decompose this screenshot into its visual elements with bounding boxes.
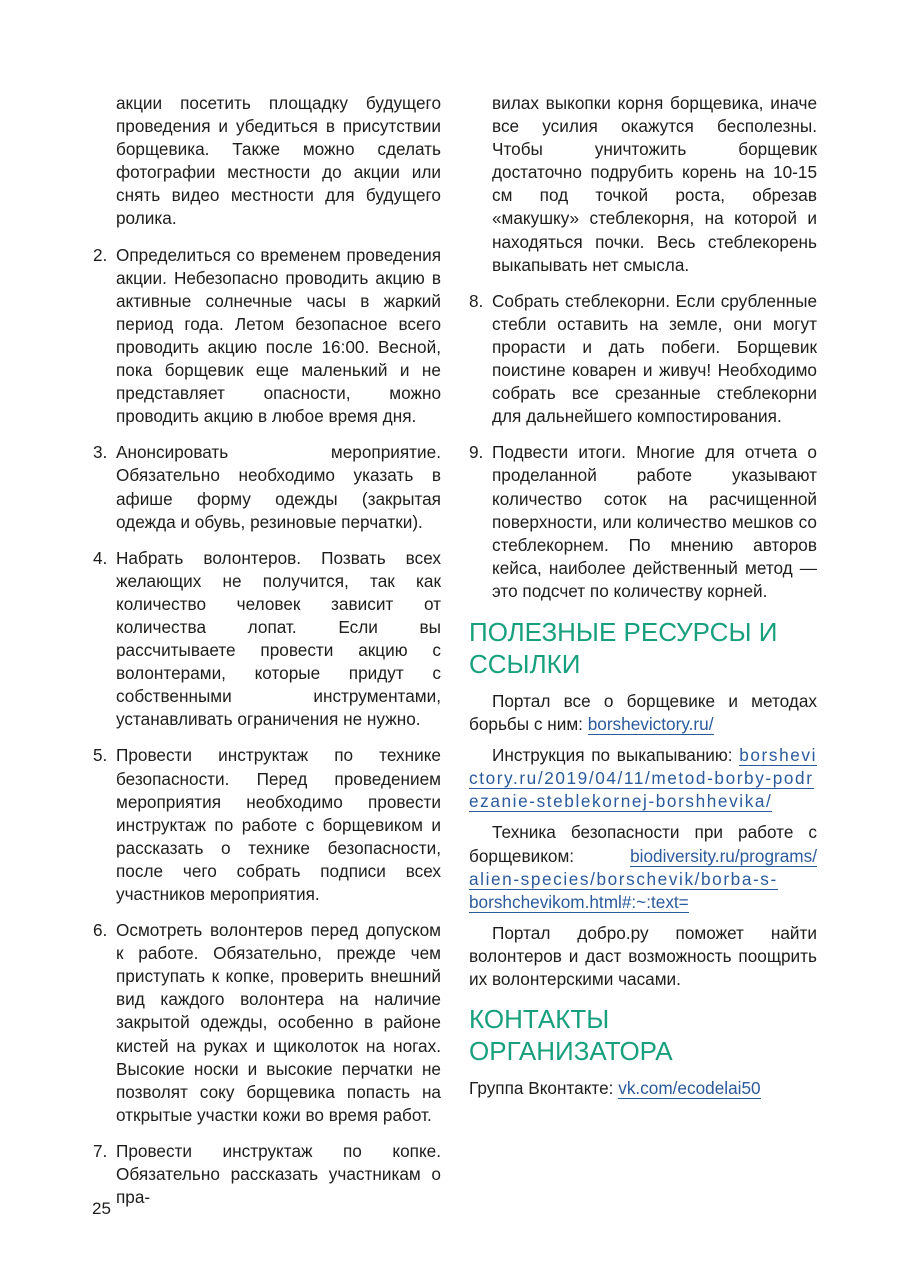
list-item xyxy=(93,744,441,906)
item-text: Анонсировать мероприятие. Обязательно необходимо указать в афише форму одежды (закрытая одежда и обувь, резиновые перчатки). xyxy=(116,442,441,532)
page-number: 25 xyxy=(92,1199,111,1218)
item-number: 8. xyxy=(469,290,484,311)
item-text: Провести инструктаж по копке. Обязательно рассказать участникам о пра- xyxy=(116,1140,441,1208)
list-continuation: акции посетить площадку будущего проведения и убедиться в присутствии борщевика. Также можно сделать фотографии местности до акции или снять видео местности для будущего ролика. xyxy=(116,93,441,229)
portal-link[interactable]: borshevictory.ru/ xyxy=(587,714,714,735)
portal-paragraph xyxy=(469,690,817,736)
list-item xyxy=(93,244,441,429)
item-text: Подвести итоги. Многие для отчета о проделанной работе указывают количество соток на расчищенной поверхности, или количество мешков со стеблекорнем. По мнению авторов кейса, наиболее действенный метод — это подсчет по количеству корней. xyxy=(492,442,817,601)
portal-text: Портал все о борщевике и методах борьбы с ним: xyxy=(469,690,817,735)
safety-paragraph xyxy=(469,821,817,913)
item-text: Набрать волонтеров. Позвать всех желающих не получится, так как количество человек зависит от количества лопат. Если вы рассчитываете провести акцию с волонтерами, которые придут с собственными инструментами, устанавливать ограничения не нужно. xyxy=(116,547,441,730)
dobro-paragraph: Портал добро.ру поможет найти волонтеров и даст возможность поощрить их волонтерскими часами. xyxy=(469,922,817,989)
list-item xyxy=(469,290,817,429)
list-item xyxy=(93,441,441,533)
vk-link[interactable]: vk.com/ecodelai50 xyxy=(618,1078,761,1099)
list-continuation: вилах выкопки корня борщевика, иначе все усилия окажутся бесполезны. Чтобы уничтожить борщевик достаточно подрубить корень на 10-15 см под точкой роста, обрезав «макушку» стеблекорня, на которой и находяться почки. Весь стеблекорень выкапывать нет смысла. xyxy=(492,93,817,275)
item-number: 9. xyxy=(469,442,484,463)
item-number: 6. xyxy=(93,920,108,941)
item-number: 2. xyxy=(93,244,108,265)
instruction-text: Инструкция по выкапыванию: xyxy=(492,745,740,766)
resources-heading: ПОЛЕЗНЫЕ РЕСУРСЫ И ССЫЛКИ xyxy=(469,616,778,679)
item-number: 3. xyxy=(93,442,108,463)
right-column xyxy=(469,92,817,1100)
left-column xyxy=(93,92,441,1222)
item-text: Осмотреть волонтеров перед допуском к работе. Обязательно, прежде чем приступать к копке, проверить внешний вид каждого волонтера на наличие закрытой одежды, особенно в районе кистей на руках и щиколоток на ногах. Высокие носки и высокие перчатки не позволят соку борщевика попасть на открытые участки кожи во время работ. xyxy=(116,920,441,1125)
safety-text: Техника безопасности при работе с борщевиком: xyxy=(469,822,817,866)
list-item xyxy=(469,441,817,603)
safety-link-part-1[interactable]: biodiversity.ru/programs/ xyxy=(630,845,817,866)
instruction-paragraph xyxy=(469,744,817,813)
list-item xyxy=(93,1140,441,1209)
item-text: Провести инструктаж по технике безопасности. Перед проведением мероприятия необходимо провести инструктаж по работе с борщевиком и рассказать о технике безопасности, после чего собрать подписи всех участников мероприятия. xyxy=(116,745,441,904)
item-text: Собрать стеблекорни. Если срубленные стебли оставить на земле, они могут прорасти и дать побеги. Борщевик поистине коварен и живуч! Необходимо собрать все срезанные стеблекорни для дальнейшего компостирования. xyxy=(492,290,817,427)
contacts-heading: КОНТАКТЫ ОРГАНИЗАТОРА xyxy=(469,1004,673,1067)
safety-link-part-3[interactable]: borshchevikom.html#:~:text= xyxy=(469,891,689,912)
item-number: 7. xyxy=(93,1140,108,1161)
list-item xyxy=(93,919,441,1127)
item-number: 5. xyxy=(93,745,108,766)
instruction-link[interactable]: borshevictory.ru/2019/04/11/metod-borby-podrezanie-steblekornej-borshhevika/ xyxy=(469,745,817,812)
list-item xyxy=(93,547,441,732)
item-number: 4. xyxy=(93,547,108,568)
safety-link-part-2[interactable]: alien-species/borschevik/borba-s- xyxy=(469,868,778,889)
contacts-paragraph xyxy=(469,1077,817,1100)
item-text: Определиться со временем проведения акции. Небезопасно проводить акцию в активные солнечные часы в жаркий период года. Летом безопасное всего проводить акцию после 16:00. Весной, пока борщевик еще маленький и не представляет опасности, можно проводить акцию в любое время дня. xyxy=(116,244,441,427)
contacts-label: Группа Вконтакте: xyxy=(469,1078,619,1099)
